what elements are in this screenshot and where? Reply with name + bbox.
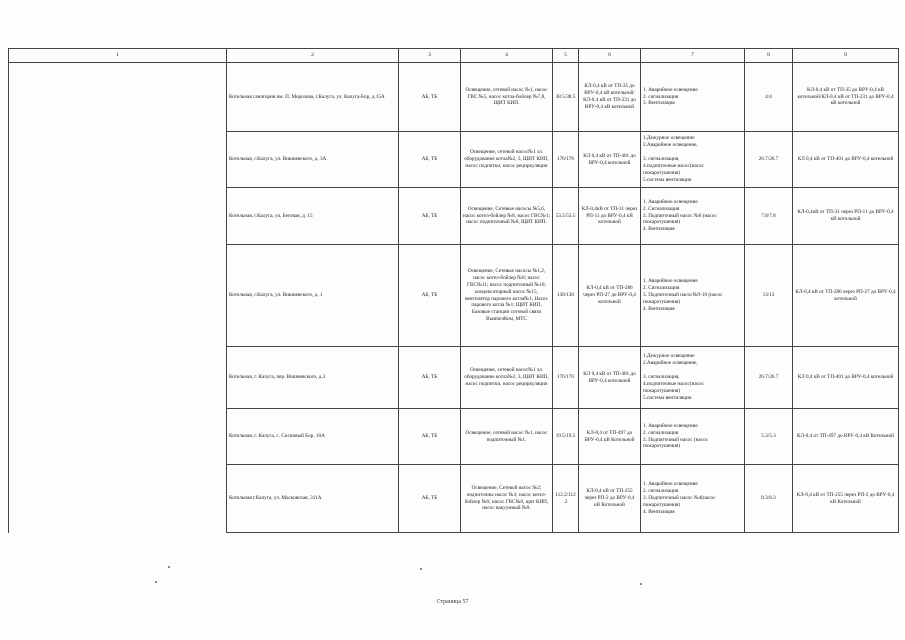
equipment-cell: Освещение, сетевой насос№1 эл. оборудование котла№2, 3, ЩИТ КИП, насос подпитки, насос рециркуляции	[461, 132, 553, 188]
equipment-cell: Освещение, Сетевые насосы №1,2, насос котел-бойлер №8; насос ГВС№11; насос подпиточный №10; конденсаторный насос №15, вентилятор парового котла№1; Насос парового котла №1; ЩИТ КИП, Базовые станции сотовой связи ВымпелКом, МТС	[461, 245, 553, 347]
column-header: 4	[461, 49, 553, 63]
column-header: 1	[9, 49, 227, 63]
line-cell: КЛ 0,4 кВ от ТП-401 до ВРУ-0,4 котельной	[793, 132, 899, 188]
facility-name: Котельная, г. Калуга, с. Сосновый Бор, 10А	[227, 409, 399, 465]
column-header: 7	[641, 49, 745, 63]
supply-cell: КЛ 0,4 кВ от ТП-401 до ВРУ-0,4 котельной	[579, 347, 641, 409]
table-row	[9, 63, 899, 132]
power-cell: 176/176	[553, 132, 579, 188]
load-cell: 13/13	[745, 245, 793, 347]
power-cell: 19.5/19.5	[553, 409, 579, 465]
facility-name: Котельная г.Калуга, ул. Московская, 311А	[227, 465, 399, 533]
reserve-cell: 1. Аварийное освещение 2. сигнализация 3. Подпиточный насос №4(насос пожаротушения) 4. Вентиляция	[641, 465, 745, 533]
column-header: 3	[399, 49, 461, 63]
equipment-cell: Освещение, Сетевые насосы №5,6, насос котел-бойлер №8, насос ГВС№1; насос подпиточный №8, ЩИТ КИП.	[461, 188, 553, 245]
supply-cell: КЛ-0,4 от ТП-497 до ВРУ-0,4 кВ Котельной	[579, 409, 641, 465]
facility-name: Котельная, г.Калуга, ул. Вишневского, д. 1	[227, 245, 399, 347]
header-row	[9, 49, 899, 63]
load-cell: 8.3/8.3	[745, 465, 793, 533]
power-cell: 112.2/112.2	[553, 465, 579, 533]
power-supply-table	[8, 48, 899, 533]
scan-speck	[155, 581, 157, 583]
empty-column-cell	[9, 63, 227, 533]
load-cell: 4/4	[745, 63, 793, 132]
reserve-cell: 1. Аварийное освещение 2. сигнализация 3. Вентиляция	[641, 63, 745, 132]
line-cell: КЛ-0,4 от ТП-497 до ВРУ-0,4 кВ Котельной	[793, 409, 899, 465]
power-cell: 38.5/38.5	[553, 63, 579, 132]
supply-cell: КЛ-0,4 кВ от ТП-35 до ВРУ-0,4 кВ котельной/КЛ-0,4 кВ от ТП-231 до ВРУ-0,4 кВ котельной	[579, 63, 641, 132]
column-header: 5	[553, 49, 579, 63]
line-cell: КЛ 0,4 кВ от ТП-401 до ВРУ-0,4 котельной	[793, 347, 899, 409]
load-cell: 7.8/7.8	[745, 188, 793, 245]
page-number: Страница 57	[436, 599, 469, 605]
line-cell: КЛ-0,4кВ от ТП-31 через РП-11 до ВРУ-0,4 кВ котельной	[793, 188, 899, 245]
category-cell: АБ, ТБ	[399, 465, 461, 533]
category-cell: АБ, ТБ	[399, 188, 461, 245]
reserve-cell: 1. Аварийное освещение 2. сигнализация 3. Подпиточный насос (насос пожаротушения)	[641, 409, 745, 465]
supply-cell: КЛ 0,4 кВ от ТП-401 до ВРУ-0,4 котельной	[579, 132, 641, 188]
equipment-cell: Освещение, сетевой насос №1, насос ГВС №5, насос котла-бойлер №7,8, ЩИТ КИП.	[461, 63, 553, 132]
supply-cell: КЛ-0,4 кВ от ТП-255 через РП-2 до ВРУ-0,4 кВ Котельной	[579, 465, 641, 533]
reserve-cell: 1. Аварийное освещение 2. Сигнализация 3. Подпиточный насос №8 (насос пожаротушения) 4. Вентиляция	[641, 188, 745, 245]
line-cell: КЛ-0,4 кВ от ТП-286 через РП-27 до ВРУ-0,4 котельной	[793, 245, 899, 347]
scan-speck	[420, 568, 422, 570]
facility-name: Котельная санатория им. П. Морозова, г.Калуга, ул. Калуга-Бор, д.15А	[227, 63, 399, 132]
scan-speck	[168, 566, 170, 568]
power-cell: 130/130	[553, 245, 579, 347]
facility-name: Котельная, г.Калуга, ул. Беговая, д. 15	[227, 188, 399, 245]
reserve-cell: 1.Дежурное освещение 2.Аварийное освещение, 3. сигнализация, 4.подпиточные насос(насос пожаротушения) 5.система вентиляции	[641, 347, 745, 409]
power-cell: 53.5/53.5	[553, 188, 579, 245]
supply-cell: КЛ-0,4 кВ от ТП-286 через РП-27 до ВРУ-0,4 котельной	[579, 245, 641, 347]
line-cell: КЛ-0,4 кВ от ТП-255 через РП-2 до ВРУ-0,4 кВ Котельной	[793, 465, 899, 533]
reserve-cell: 1. Аварийное освещение 2. Сигнализация 3. Подпиточный насос№9-10 (насос пожаротушения) 4. Вентиляция	[641, 245, 745, 347]
supply-cell: КЛ-0,4кВ от ТП-31 через РП-11 до ВРУ-0,4 кВ котельной	[579, 188, 641, 245]
load-cell: 5.3/5.3	[745, 409, 793, 465]
category-cell: АБ, ТБ	[399, 347, 461, 409]
load-cell: 26.7/26.7	[745, 347, 793, 409]
load-cell: 26.7/26.7	[745, 132, 793, 188]
line-cell: КЛ-0,4 кВ от ТП-35 до ВРУ-0,4 кВ котельной/КЛ-0,4 кВ от ТП-231 до ВРУ-0,4 кВ котельной	[793, 63, 899, 132]
equipment-cell: Освещение, сетевой насос №1, насос подпиточный №1.	[461, 409, 553, 465]
category-cell: АБ, ТБ	[399, 132, 461, 188]
category-cell: АБ, ТБ	[399, 63, 461, 132]
column-header: 2	[227, 49, 399, 63]
column-header: 9	[793, 49, 899, 63]
category-cell: АБ, ТБ	[399, 245, 461, 347]
category-cell: АБ, ТБ	[399, 409, 461, 465]
scan-speck	[640, 583, 642, 585]
facility-name: Котельная, г. Калуга, пер. Вишневского, д.3	[227, 347, 399, 409]
column-header: 6	[579, 49, 641, 63]
equipment-cell: Освещение, сетевой насос№1 эл. оборудование котла№2, 3, ЩИТ КИП, насос подпитки, насос рециркуляции	[461, 347, 553, 409]
reserve-cell: 1.Дежурное освещение 2.Аварийное освещение, 3. сигнализация, 4.подпиточные насос(насос пожаротушения) 5.система вентиляции	[641, 132, 745, 188]
column-header: 8	[745, 49, 793, 63]
power-cell: 176/176	[553, 347, 579, 409]
facility-name: Котельная, г.Калуга, ул. Вишневского, д. 3А	[227, 132, 399, 188]
equipment-cell: Освещение, Сетевой насос №2; подпиточны насос №3; насос котел-бойлер №6; насос ГВС№8, щит КИП, насос вакуумный №9.	[461, 465, 553, 533]
